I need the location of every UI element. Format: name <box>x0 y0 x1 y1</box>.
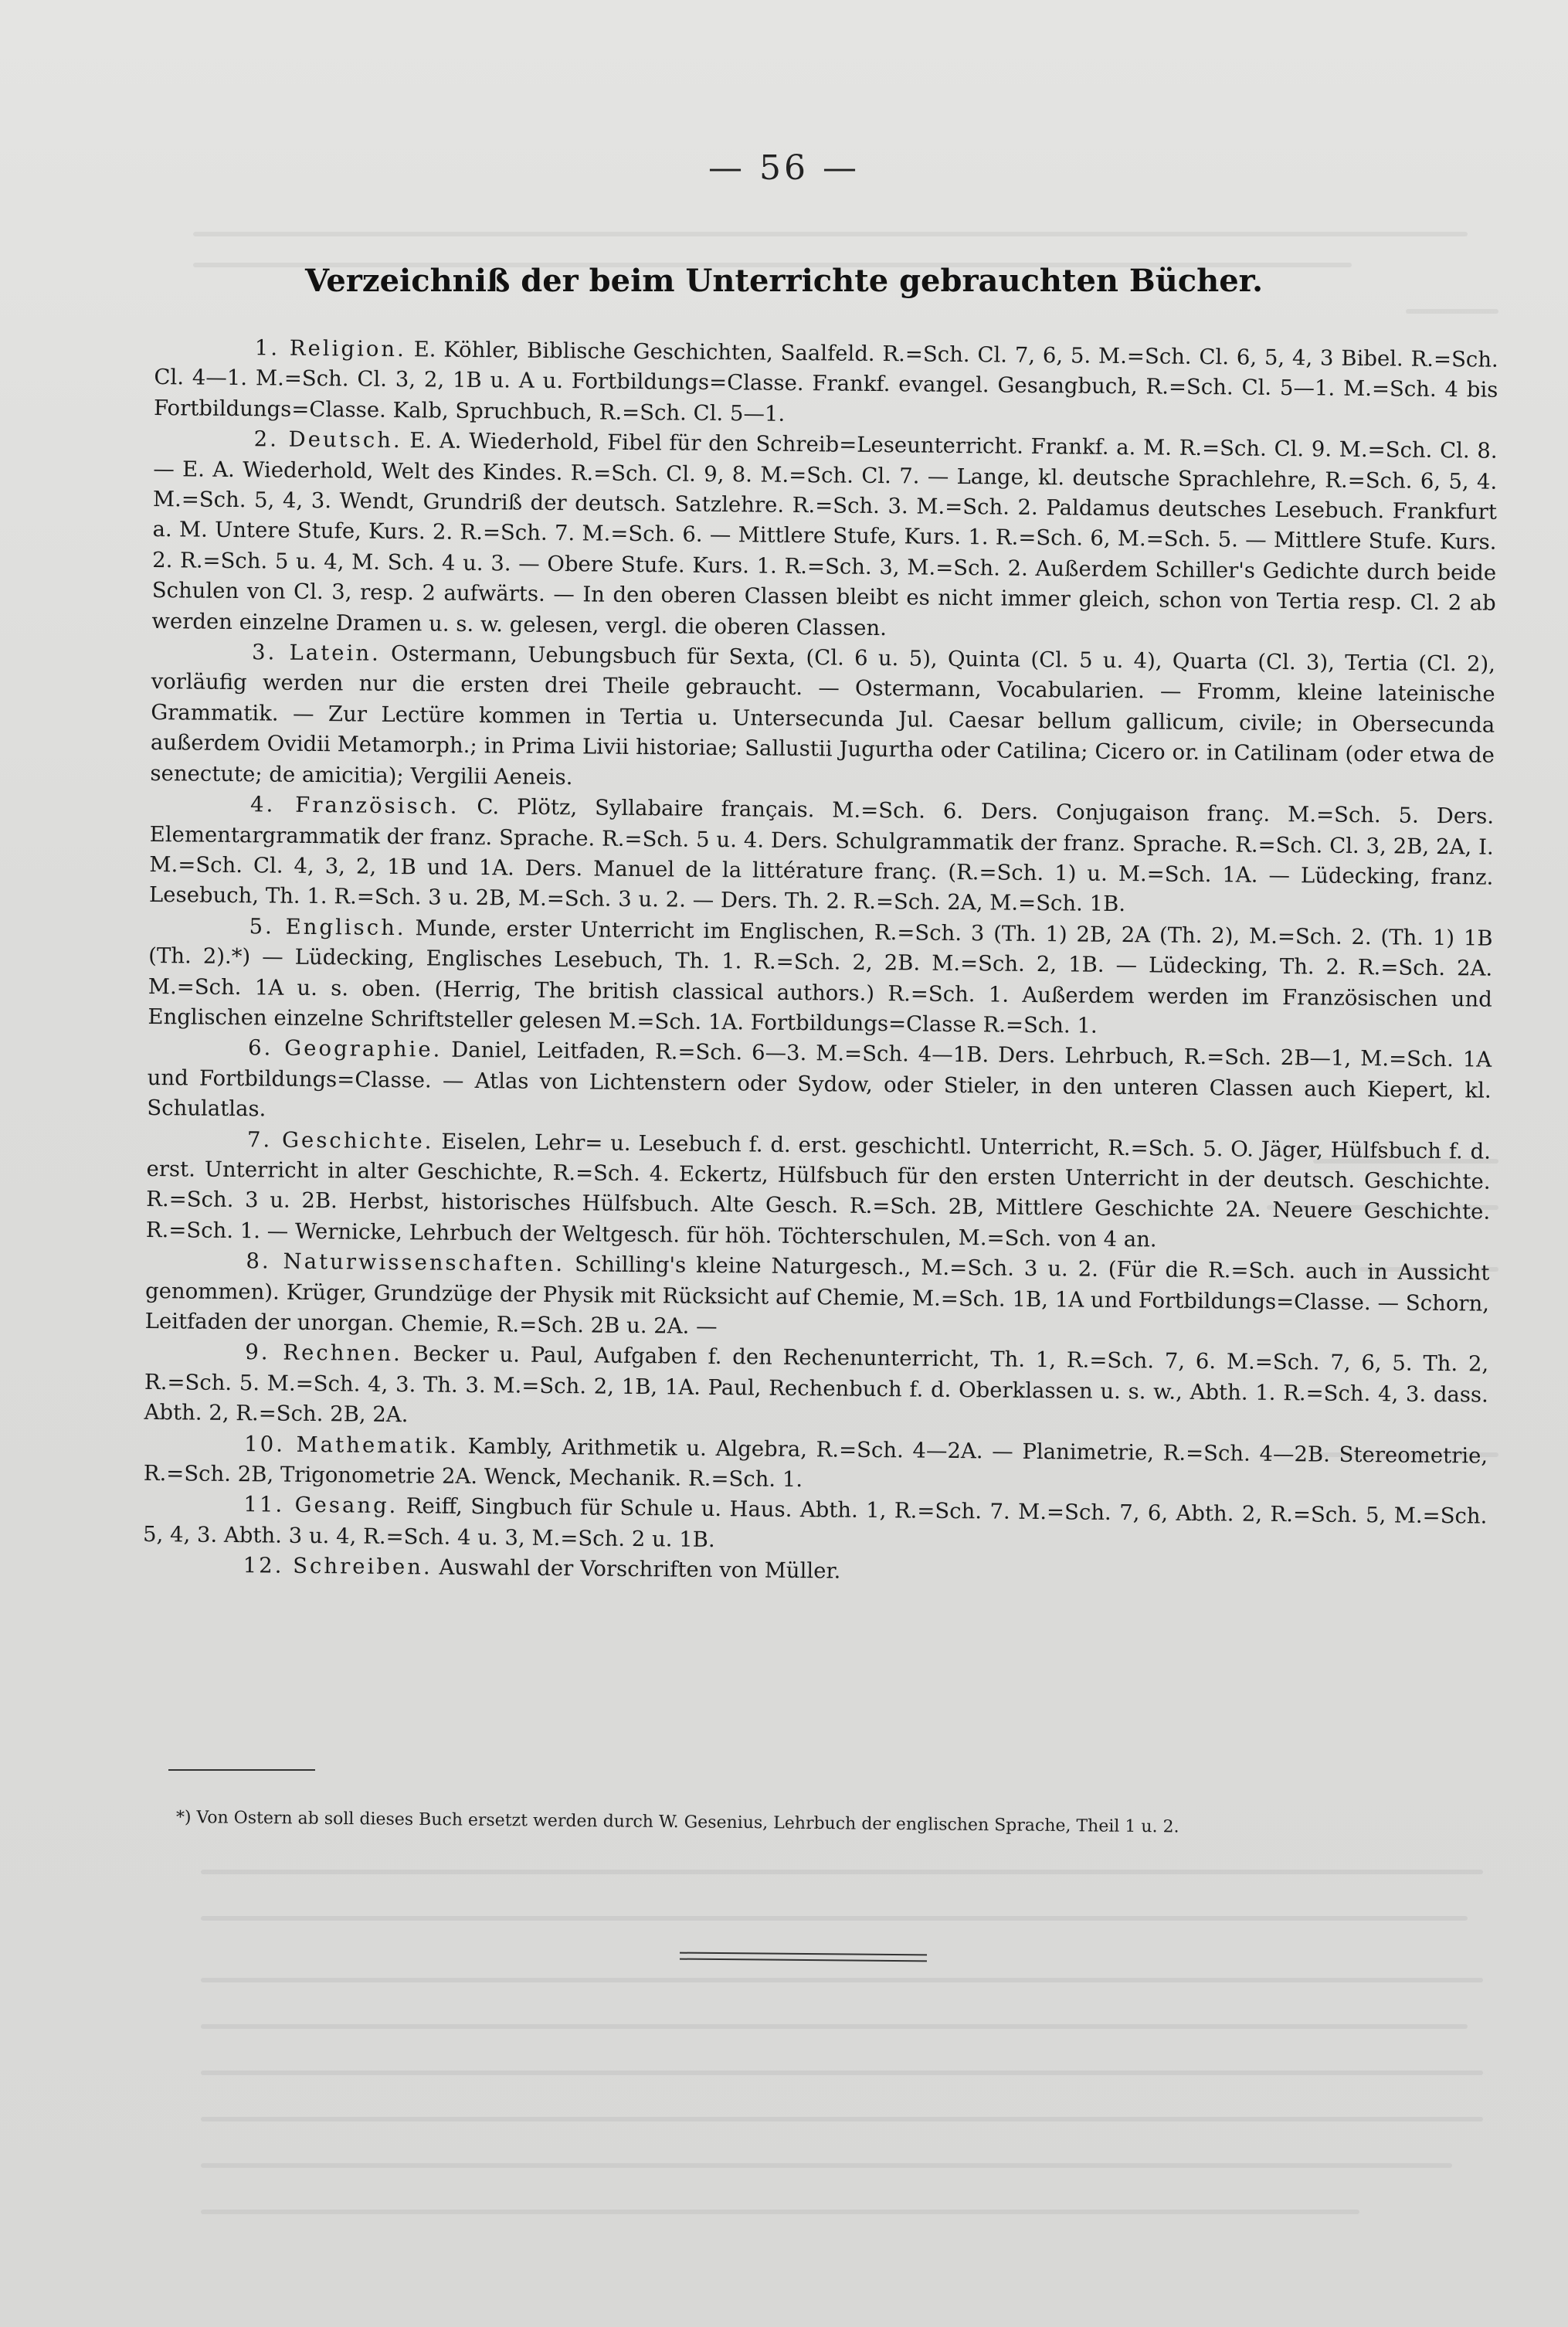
section-text: Reiff, Singbuch für Schule u. Haus. Abth. 1, R.=Sch. 7. M.=Sch. 7, 6, Abth. 2, R.=Sch. 5, M.=Sch. 5, 4, 3. Abth. 3 u. 4, R.=Sch. 4 u. 3, M.=Sch. 2 u. 1B. <box>142 1493 1488 1552</box>
section-text: C. Plötz, Syllabaire français. M.=Sch. 6. Ders. Conjugaison franç. M.=Sch. 5. Ders. Elementargrammatik der franz. Sprache. R.=Sch. 5 u. 4. Ders. Schulgrammatik der franz. Sprache. R.=Sch. Cl. 3, 2B, 2A, I. M.=Sch. Cl. 4, 3, 2, 1B und 1A. Ders. Manuel de la littérature franç. (R.=Sch. 1) u. M.=Sch. 1A. — Lüdecking, franz. Lesebuch, Th. 1. R.=Sch. 3 u. 2B, M.=Sch. 3 u. 2. — Ders. Th. 2. R.=Sch. 2A, M.=Sch. 1B. <box>148 794 1495 917</box>
section-heading: 5. Englisch. <box>249 913 406 940</box>
section-heading: 11. Gesang. <box>243 1492 399 1519</box>
section-englisch <box>148 911 1492 1045</box>
section-text: Auswahl der Vorschriften von Müller. <box>439 1554 841 1584</box>
section-naturwissenschaften <box>145 1245 1490 1350</box>
footnote-divider <box>168 1769 315 1771</box>
section-text: E. A. Wiederhold, Fibel für den Schreib=Leseunterricht. Frankf. a. M. R.=Sch. Cl. 9. M.=Sch. Cl. 8. — E. A. Wiederhold, Welt des Kindes. R.=Sch. Cl. 9, 8. M.=Sch. Cl. 7. — Lange, kl. deutsche Sprachlehre, R.=Sch. 6, 5, 4. M.=Sch. 5, 4, 3. Wendt, Grundriß der deutsch. Satzlehre. R.=Sch. 3. M.=Sch. 2. Paldamus deutsches Lesebuch. Frankfurt a. M. Untere Stufe, Kurs. 2. R.=Sch. 7. M.=Sch. 6. — Mittlere Stufe, Kurs. 1. R.=Sch. 6, M.=Sch. 5. — Mittlere Stufe. Kurs. 2. R.=Sch. 5 u. 4, M. Sch. 4 u. 3. — Obere Stufe. Kurs. 1. R.=Sch. 3, M.=Sch. 2. Außerdem Schiller's Gedichte durch beide Schulen von Cl. 3, resp. 2 aufwärts. — In den oberen Classen bleibt es nicht immer gleich, schon von Tertia resp. Cl. 2 ab werden einzelne Dramen u. s. w. gelesen, vergl. die oberen Classen. <box>151 428 1498 640</box>
page-number: — 56 — <box>708 148 860 188</box>
section-heading: 3. Latein. <box>251 640 381 666</box>
section-heading: 9. Rechnen. <box>245 1340 403 1367</box>
footnote: *) Von Ostern ab soll dieses Buch ersetzt werden durch W. Gesenius, Lehrbuch der englischen Sprache, Theil 1 u. 2. <box>175 1808 1179 1837</box>
section-franzoesisch <box>149 789 1494 923</box>
section-text: Ostermann, Uebungsbuch für Sexta, (Cl. 6 u. 5), Quinta (Cl. 5 u. 4), Quarta (Cl. 3), Tertia (Cl. 2), vorläufig werden nur die ersten drei Theile gebraucht. — Ostermann, Vocabularien. — Fromm, kleine lateinische Grammatik. — Zur Lectüre kommen in Tertia u. Untersecunda Jul. Caesar bellum gallicum, civile; in Obersecunda außerdem Ovidii Metamorph.; in Prima Livii historiae; Sallustii Jugurtha oder Catilina; Cicero or. in Catilinam (oder etwa de senectute; de amicitia); Vergilii Aeneis. <box>150 641 1496 790</box>
page-title: Verzeichniß der beim Unterrichte gebrauchten Bücher. <box>304 263 1264 299</box>
section-text: Becker u. Paul, Aufgaben f. den Rechenunterricht, Th. 1, R.=Sch. 7, 6. M.=Sch. 7, 6, 5. Th. 2, R.=Sch. 5. M.=Sch. 4, 3. Th. 3. M.=Sch. 2, 1B, 1A. Paul, Rechenbuch f. d. Oberklassen u. s. w., Abth. 1. R.=Sch. 4, 3. dass. Abth. 2, R.=Sch. 2B, 2A. <box>144 1341 1489 1428</box>
section-heading: 4. Französisch. <box>249 792 460 819</box>
section-deutsch <box>151 423 1498 650</box>
section-geschichte <box>146 1124 1491 1259</box>
section-latein <box>150 637 1495 802</box>
section-text: E. Köhler, Biblische Geschichten, Saalfeld. R.=Sch. Cl. 7, 6, 5. M.=Sch. Cl. 6, 5, 4, 3 Bibel. R.=Sch. Cl. 4—1. M.=Sch. Cl. 3, 2, 1B u. A u. Fortbildungs=Classe. Frankf. evangel. Gesangbuch, R.=Sch. Cl. 5—1. M.=Sch. 4 bis Fortbildungs=Classe. Kalb, Spruchbuch, R.=Sch. Cl. 5—1. <box>153 337 1498 426</box>
section-heading: 7. Geschichte. <box>246 1126 434 1154</box>
section-text: Kambly, Arithmetik u. Algebra, R.=Sch. 4—2A. — Planimetrie, R.=Sch. 4—2B. Stereometrie, R.=Sch. 2B, Trigonometrie 2A. Wenck, Mechanik. R.=Sch. 1. <box>143 1433 1488 1493</box>
end-rule <box>680 1952 927 1962</box>
section-heading: 2. Deutsch. <box>253 426 402 454</box>
section-religion <box>154 332 1498 437</box>
section-text: Munde, erster Unterricht im Englischen, R.=Sch. 3 (Th. 1) 2B, 2A (Th. 2), M.=Sch. 2. (Th. 1) 1B (Th. 2).*) — Lüdecking, Englisches Lesebuch, Th. 1. R.=Sch. 2, 2B. M.=Sch. 2, 1B. — Lüdecking, Th. 2. R.=Sch. 2A. M.=Sch. 1A u. s. oben. (Herrig, The british classical authors.) R.=Sch. 1. Außerdem werden im Französischen und Englischen einzelne Schriftsteller gelesen M.=Sch. 1A. Fortbildungs=Classe R.=Sch. 1. <box>148 915 1493 1038</box>
section-heading: 12. Schreiben. <box>243 1553 433 1580</box>
section-heading: 1. Religion. <box>254 335 407 362</box>
section-text: Eiselen, Lehr= u. Lesebuch f. d. erst. geschichtl. Unterricht, R.=Sch. 5. O. Jäger, Hülfsbuch f. d. erst. Unterricht in alter Geschichte, R.=Sch. 4. Eckertz, Hülfsbuch für den ersten Unterricht in der deutsch. Geschichte. R.=Sch. 3 u. 2B. Herbst, historisches Hülfsbuch. Alte Gesch. R.=Sch. 2B, Mittlere Geschichte 2A. Neuere Geschichte. R.=Sch. 1. — Wernicke, Lehrbuch der Weltgesch. für höh. Töchterschulen, M.=Sch. von 4 an. <box>145 1129 1492 1252</box>
section-text: Daniel, Leitfaden, R.=Sch. 6—3. M.=Sch. 4—1B. Ders. Lehrbuch, R.=Sch. 2B—1, M.=Sch. 1A und Fortbildungs=Classe. — Atlas von Lichtenstern oder Sydow, oder Stieler, in den unteren Classen auch Kiepert, kl. Schulatlas. <box>147 1038 1492 1122</box>
section-heading: 8. Naturwissenschaften. <box>246 1248 565 1277</box>
section-heading: 6. Geographie. <box>247 1035 443 1062</box>
section-geographie <box>147 1032 1492 1136</box>
section-rechnen <box>144 1337 1488 1441</box>
section-heading: 10. Mathematik. <box>244 1431 460 1459</box>
section-text: Schilling's kleine Naturgesch., M.=Sch. 3 u. 2. (Für die R.=Sch. auch in Aussicht genommen). Krüger, Grundzüge der Physik mit Rücksicht auf Chemie, M.=Sch. 1B, 1A und Fortbildungs=Classe. — Schorn, Leitfaden der unorgan. Chemie, R.=Sch. 2B u. 2A. — <box>144 1252 1490 1340</box>
book-list <box>142 332 1498 1593</box>
